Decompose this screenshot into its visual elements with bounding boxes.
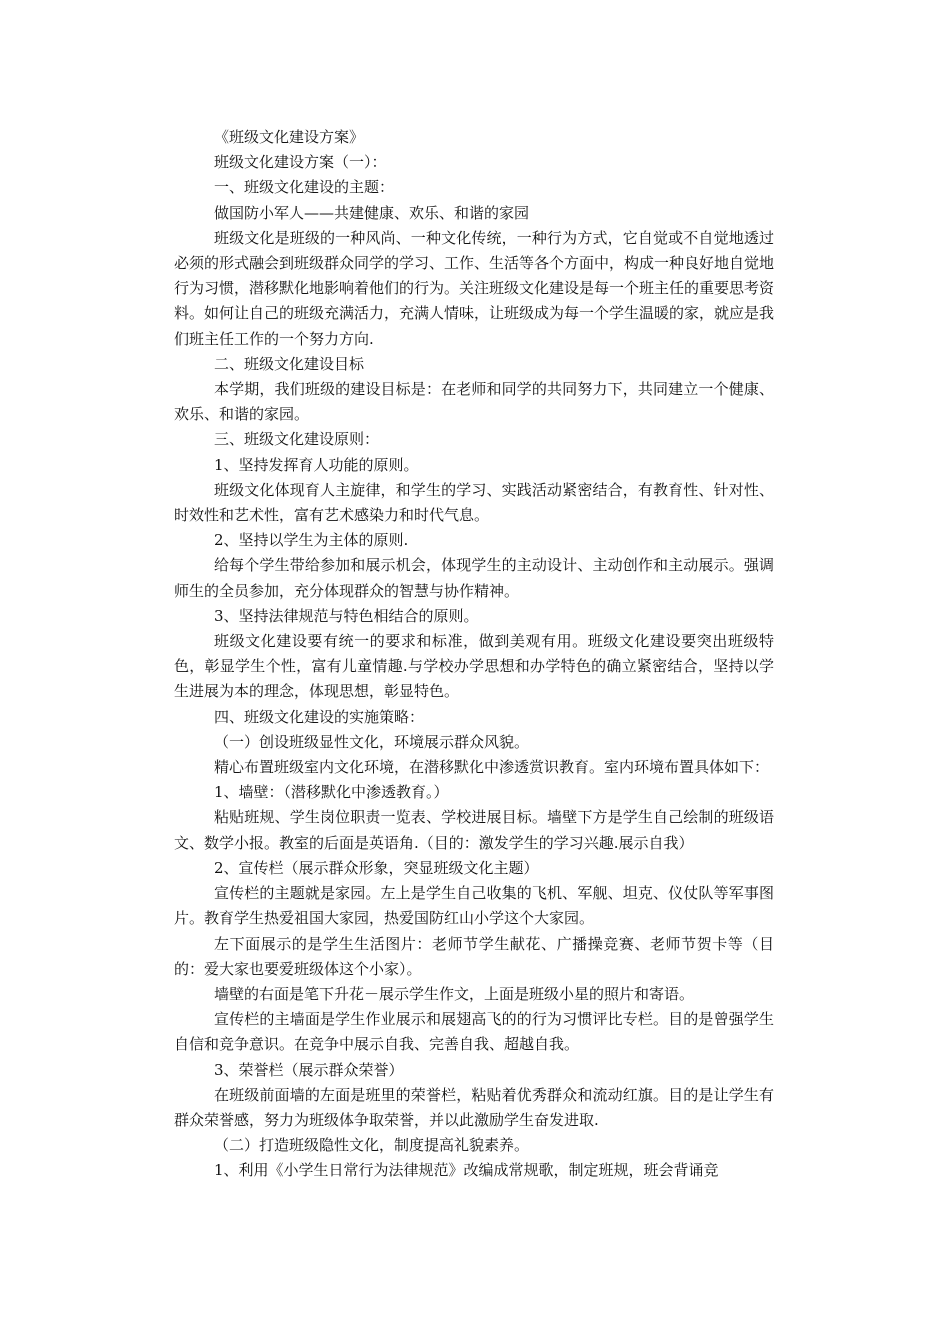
- paragraph: 做国防小军人——共建健康、欢乐、和谐的家园: [214, 203, 530, 222]
- paragraph: 班级文化是班级的一种风尚、一种文化传统，一种行为方式，它自觉或不自觉地透过必须的形式融会到班级群众同学的学习、工作、生活等各个方面中，构成一种良好地自觉地行为习惯，潜移默化地影响着他们的行为。关注班级文化建设是每一个班主任的重要思考资料。如何让自己的班级充满活力，充满人情味，让班级成为每一个学生温暖的家，就应是我们班主任工作的一个努力方向.: [174, 228, 775, 348]
- paragraph: 本学期，我们班级的建设目标是：在老师和同学的共同努力下，共同建立一个健康、欢乐、和谐的家园。: [174, 380, 774, 424]
- section-heading: 四、班级文化建设的实施策略：: [214, 707, 425, 726]
- section-heading: 二、班级文化建设目标: [214, 354, 365, 373]
- paragraph: 班级文化建设要有统一的要求和标准，做到美观有用。班级文化建设要突出班级特色，彰显学生个性，富有儿童情趣.与学校办学思想和办学特色的确立紧密结合，坚持以学生进展为本的理念，体现思想，彰显特色。: [174, 632, 774, 701]
- paragraph: 墙壁的右面是笔下升花－展示学生作文，上面是班级小星的照片和寄语。: [214, 984, 695, 1003]
- paragraph: 宣传栏的主墙面是学生作业展示和展翅高飞的的行为习惯评比专栏。目的是曾强学生自信和竞争意识。在竞争中展示自我、完善自我、超越自我。: [174, 1010, 774, 1054]
- paragraph: 给每个学生带给参加和展示机会，体现学生的主动设计、主动创作和主动展示。强调师生的全员参加，充分体现群众的智慧与协作精神。: [174, 556, 774, 600]
- paragraph: 宣传栏的主题就是家园。左上是学生自己收集的飞机、军舰、坦克、仪仗队等军事图片。教育学生热爱祖国大家园，热爱国防红山小学这个大家园。: [174, 884, 774, 928]
- subheading: （二）打造班级隐性文化，制度提高礼貌素养。: [214, 1136, 530, 1155]
- subheading: 2、坚持以学生为主体的原则.: [214, 531, 409, 550]
- paragraph: 精心布置班级室内文化环境，在潜移默化中渗透赏识教育。室内环境布置具体如下：: [214, 758, 770, 777]
- section-heading: 三、班级文化建设原则：: [214, 430, 380, 449]
- subheading: 3、坚持法律规范与特色相结合的原则。: [214, 606, 479, 625]
- subheading: 1、墙壁：（潜移默化中渗透教育。）: [214, 783, 449, 802]
- document-title: 《班级文化建设方案》: [214, 128, 365, 146]
- document-body: [174, 125, 774, 1184]
- paragraph: 粘贴班规、学生岗位职责一览表、学校进展目标。墙壁下方是学生自己绘制的班级语文、数学小报。教室的后面是英语角.（目的：激发学生的学习兴趣.展示自我）: [174, 808, 774, 852]
- subheading: （一）创设班级显性文化，环境展示群众风貌。: [214, 732, 530, 751]
- paragraph: 1、利用《小学生日常行为法律规范》改编成常规歌，制定班规，班会背诵竞: [214, 1161, 719, 1180]
- section-heading: 一、班级文化建设的主题：: [214, 178, 395, 197]
- section-heading: 班级文化建设方案（一）：: [214, 153, 387, 172]
- subheading: 1、坚持发挥育人功能的原则。: [214, 455, 419, 474]
- subheading: 3、荣誉栏（展示群众荣誉）: [214, 1060, 404, 1079]
- paragraph: 班级文化体现育人主旋律，和学生的学习、实践活动紧密结合，有教育性、针对性、时效性和艺术性，富有艺术感染力和时代气息。: [174, 480, 774, 525]
- paragraph: 在班级前面墙的左面是班里的荣誉栏，粘贴着优秀群众和流动红旗。目的是让学生有群众荣誉感，努力为班级体争取荣誉，并以此激励学生奋发进取.: [174, 1085, 774, 1129]
- subheading: 2、宣传栏（展示群众形象，突显班级文化主题）: [214, 858, 539, 877]
- paragraph: 左下面展示的是学生生活图片：老师节学生献花、广播操竞赛、老师节贺卡等（目的：爱大家也要爱班级体这个小家）。: [174, 934, 774, 978]
